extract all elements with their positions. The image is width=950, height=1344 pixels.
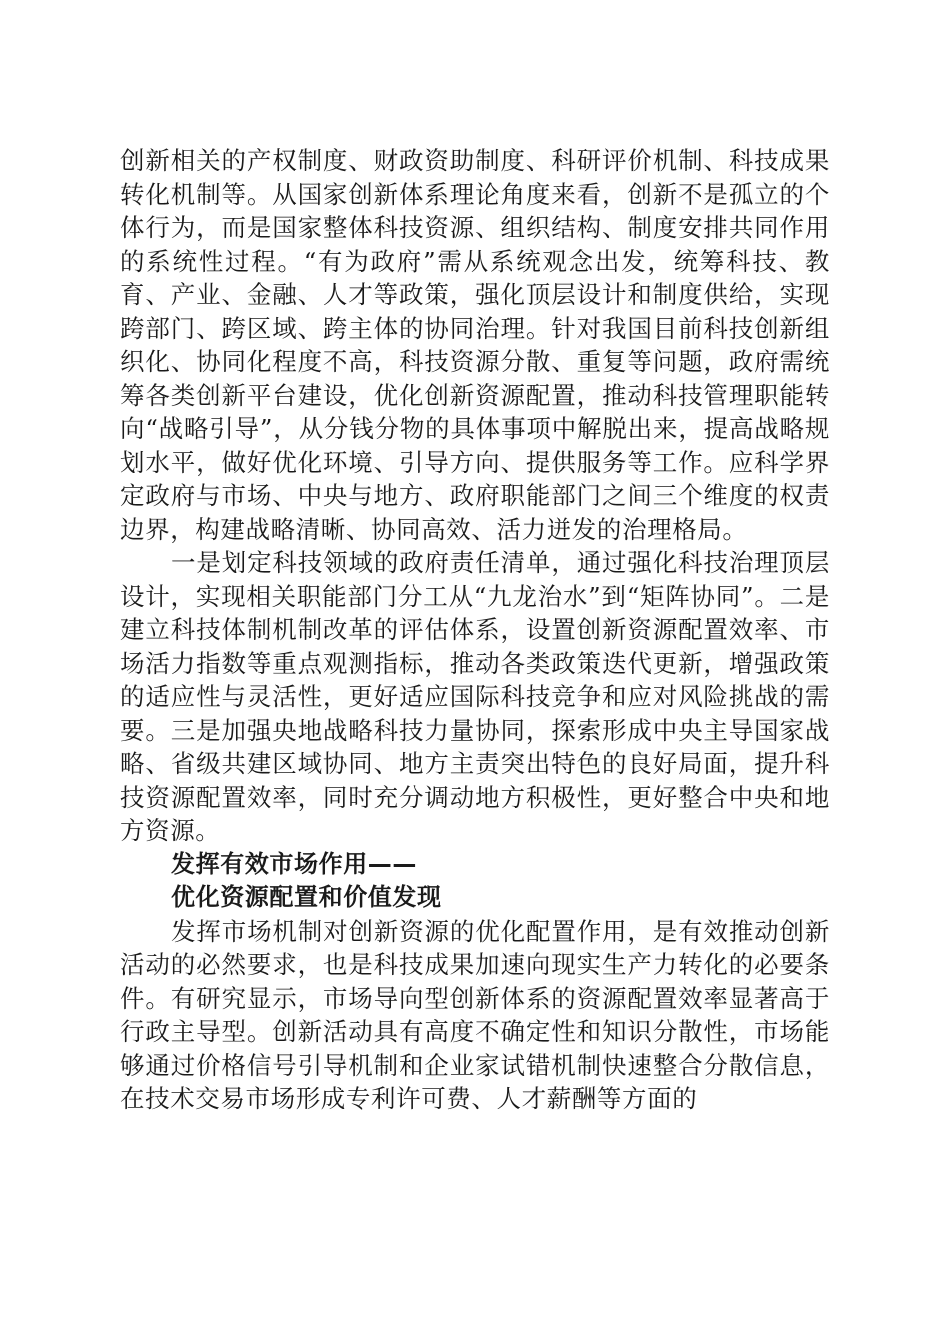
paragraph-2: 一是划定科技领域的政府责任清单，通过强化科技治理顶层设计，实现相关职能部门分工从“九龙治水”到“矩阵协同”。二是建立科技体制机制改革的评估体系，设置创新资源配置效率、市场活力指数等重点观测指标，推动各类政策迭代更新，增强政策的适应性与灵活性，更好适应国际科技竞争和应对风险挑战的需要。三是加强央地战略科技力量协同，探索形成中央主导国家战略、省级共建区域协同、地方主责突出特色的良好局面，提升科技资源配置效率，同时充分调动地方积极性，更好整合中央和地方资源。 [120, 548, 830, 845]
paragraph-3: 发挥市场机制对创新资源的优化配置作用，是有效推动创新活动的必然要求，也是科技成果加速向现实生产力转化的必要条件。有研究显示，市场导向型创新体系的资源配置效率显著高于行政主导型。创新活动具有高度不确定性和知识分散性，市场能够通过价格信号引导机制和企业家试错机制快速整合分散信息，在技术交易市场形成专利许可费、人才薪酬等方面的 [120, 916, 830, 1113]
document-page [120, 144, 830, 1116]
section-heading-line-1: 发挥有效市场作用—— [171, 849, 417, 878]
paragraph-1: 创新相关的产权制度、财政资助制度、科研评价机制、科技成果转化机制等。从国家创新体系理论角度来看，创新不是孤立的个体行为，而是国家整体科技资源、组织结构、制度安排共同作用的系统性过程。“有为政府”需从系统观念出发，统筹科技、教育、产业、金融、人才等政策，强化顶层设计和制度供给，实现跨部门、跨区域、跨主体的协同治理。针对我国目前科技创新组织化、协同化程度不高，科技资源分散、重复等问题，政府需统筹各类创新平台建设，优化创新资源配置，推动科技管理职能转向“战略引导”，从分钱分物的具体事项中解脱出来，提高战略规划水平，做好优化环境、引导方向、提供服务等工作。应科学界定政府与市场、中央与地方、政府职能部门之间三个维度的权责边界，构建战略清晰、协同高效、活力迸发的治理格局。 [120, 146, 830, 544]
section-heading-line-2: 优化资源配置和价值发现 [171, 883, 442, 911]
